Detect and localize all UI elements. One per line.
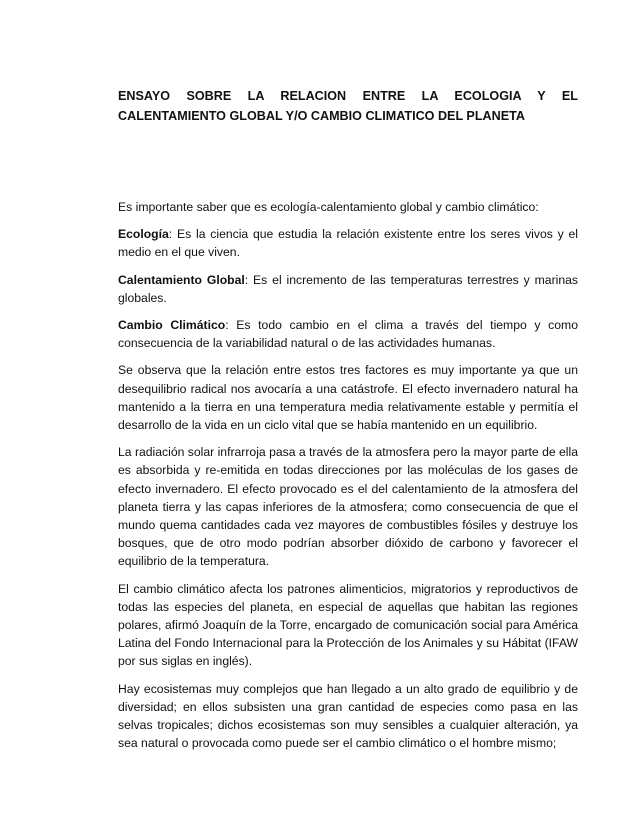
document-body [118, 86, 578, 752]
definition-cambio-climatico [118, 316, 578, 352]
body-paragraph-4: Hay ecosistemas muy complejos que han llegado a un alto grado de equilibrio y de diversidad; en ellos subsisten una gran cantidad de especies como pasa en las selvas tropicales; dichos ecosistemas son muy sensibles a cualquier alteración, ya sea natural o provocada como puede ser el cambio climático o el hombre mismo; [118, 681, 578, 751]
definition-term: Ecología [118, 227, 169, 242]
definition-term: Cambio Climático [118, 318, 226, 333]
title-line-1: ENSAYO SOBRE LA RELACION ENTRE LA ECOLOGIA Y EL [118, 89, 578, 103]
body-paragraph-2: La radiación solar infrarroja pasa a través de la atmosfera pero la mayor parte de ella es absorbida y re-emitida en todas direcciones por las moléculas de los gases de efecto invernadero. El efecto provocado es el del calentamiento de la atmosfera del planeta tierra y las capas inferiores de la atmosfera; como consecuencia de que el mundo quema cantidades cada vez mayores de combustibles fósiles y destruye los bosques, que de otro modo podrían absorber dióxido de carbono y favorecer el equilibrio de la temperatura. [118, 445, 578, 569]
definition-text: : Es el incremento de las temperaturas terrestres y marinas globales. [118, 272, 578, 305]
definition-text: : Es la ciencia que estudia la relación existente entre los seres vivos y el medio en el que viven. [118, 227, 578, 260]
definition-calentamiento-global [118, 271, 578, 307]
title-line-2: CALENTAMIENTO GLOBAL Y/O CAMBIO CLIMATICO DEL PLANETA [118, 109, 525, 123]
intro-paragraph: Es importante saber que es ecología-calentamiento global y cambio climático: [118, 200, 539, 214]
document-title [118, 86, 578, 126]
definition-ecologia [118, 225, 578, 261]
definition-term: Calentamiento Global [118, 272, 245, 287]
body-paragraph-3: El cambio climático afecta los patrones alimenticios, migratorios y reproductivos de todas las especies del planeta, en especial de aquellas que habitan las regiones polares, afirmó Joaquín de la Torre, encargado de comunicación social para América Latina del Fondo Internacional para la Protección de los Animales y su Hábitat (IFAW por sus siglas en inglés). [118, 581, 578, 669]
definition-text: : Es todo cambio en el clima a través del tiempo y como consecuencia de la variabilidad natural o de las actividades humanas. [118, 318, 578, 351]
body-paragraph-1: Se observa que la relación entre estos tres factores es muy importante ya que un desequilibrio radical nos avocaría a una catástrofe. El efecto invernadero natural ha mantenido a la tierra en una temperatura media relativamente estable y permitía el desarrollo de la vida en un ciclo vital que se había mantenido en un equilibrio. [118, 363, 578, 433]
